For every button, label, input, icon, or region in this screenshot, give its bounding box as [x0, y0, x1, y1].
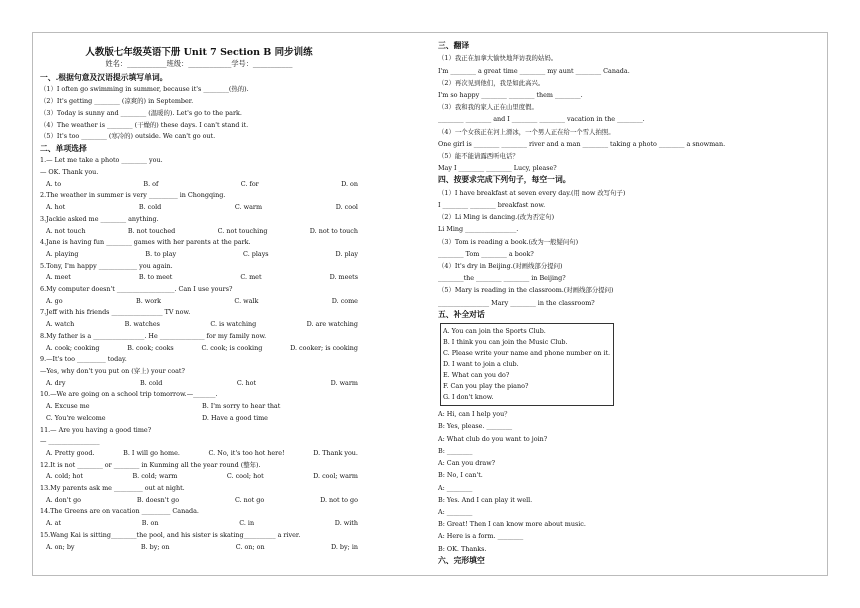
question-text: 4.Jane is having fun ________ games with her parents at the park. — [40, 238, 251, 247]
section5-heading: 五、补全对话 — [438, 309, 485, 319]
section1-heading: 一、.根据句意及汉语提示填写单词。 — [40, 73, 168, 82]
rewrite-lines — [438, 187, 808, 309]
answer-option[interactable]: B. I'm sorry to hear that — [202, 402, 281, 411]
option-line: D. I want to join a club. — [443, 360, 519, 369]
question-text: 10.—We are going on a school trip tomorrow.—_______. — [40, 390, 218, 399]
answer-option[interactable]: D. Have a good time — [202, 413, 268, 422]
answer-options — [40, 471, 358, 483]
dialogue-line: A: What club do you want to join? — [438, 434, 548, 443]
answer-option[interactable]: A. cook; cooking — [46, 343, 100, 352]
answer-option[interactable]: A. to — [46, 179, 62, 188]
answer-option[interactable]: D. meets — [329, 273, 358, 282]
answer-option[interactable]: A. playing — [46, 249, 79, 258]
answer-option[interactable]: C. in — [239, 519, 255, 528]
answer-option[interactable]: C. met — [240, 273, 262, 282]
rewrite-line: Li Ming ________________. — [438, 225, 519, 234]
dialogue-line: B: No, I can't. — [438, 471, 483, 480]
right-column — [438, 40, 808, 567]
dialogue-lines — [438, 408, 808, 554]
translation-line: （3）我和我的家人正在山里度假。 — [438, 103, 538, 112]
answer-option[interactable]: C. warm — [234, 203, 263, 212]
answer-options — [40, 542, 358, 554]
student-info-line: 姓名：___________班级：____________学号：___________ — [105, 59, 293, 68]
translation-line: ________ ________ and I ________ ________ vacation in the ________. — [438, 115, 645, 124]
option-line: C. Please write your name and phone number on it. — [443, 349, 611, 358]
answer-option[interactable]: B. cold; warm — [132, 472, 178, 481]
answer-option[interactable]: B. cook; cooks — [127, 343, 174, 352]
question-text: — ________________ — [40, 437, 100, 446]
rewrite-line: （3）Tom is reading a book.(改为一般疑问句) — [438, 237, 579, 246]
translation-line: One girl is ________ ________ river and a man ________ taking a photo ________ a snowman. — [438, 139, 726, 148]
rewrite-line: ________________ Mary ________ in the classroom? — [438, 298, 595, 307]
left-column — [40, 40, 358, 553]
dialogue-line: A: Can you draw? — [438, 459, 496, 468]
answer-option[interactable]: B. of — [143, 179, 159, 188]
dialogue-line: A: Here is a form. ________ — [438, 532, 524, 541]
question-text: 3.Jackie asked me ________ anything. — [40, 214, 159, 223]
answer-option[interactable]: A. Excuse me — [46, 402, 90, 411]
translation-line: （1）我正在加拿大愉快地拜访我的姑妈。 — [438, 54, 558, 63]
translation-line: I'm so happy ________ ________ them ________. — [438, 91, 583, 100]
answer-option[interactable]: C. cook; is cooking — [201, 343, 263, 352]
dialogue-line: B: Yes, please. ________ — [438, 422, 513, 431]
option-line: F. Can you play the piano? — [443, 382, 529, 391]
s1-item: （3）Today is sunny and ________ (温暖的). Let's go to the park. — [40, 108, 242, 117]
question-text: 5.Tony, I'm happy ____________ you again. — [40, 261, 173, 270]
answer-option[interactable]: D. Thank you. — [313, 448, 358, 457]
question-text: 8.My father is a ________________. He ______________ for my family now. — [40, 331, 267, 340]
section2-heading: 二、单项选择 — [40, 143, 87, 153]
answer-option[interactable]: B. work — [136, 296, 162, 305]
answer-options — [40, 296, 358, 308]
translation-line: （2）再次见到他们，我是如此高兴。 — [438, 78, 545, 87]
answer-option[interactable]: C. You're welcome — [46, 413, 106, 422]
question-text: 13.My parents ask me _________ out at night. — [40, 484, 185, 493]
answer-options — [40, 413, 358, 425]
answer-option[interactable]: A. dry — [46, 378, 66, 387]
question-text: 15.Wang Kai is sitting________the pool, and his sister is skating__________ a river. — [40, 530, 301, 539]
answer-option[interactable]: B. cold — [139, 378, 163, 387]
answer-option[interactable]: A. cold; hot — [46, 472, 83, 481]
question-text: 2.The weather in summer is very _________ in Chongqing. — [40, 191, 226, 200]
answer-options — [40, 343, 358, 355]
question-text: —Yes, why don't you put on (穿上) your coat? — [40, 366, 185, 375]
question-text: 14.The Greens are on vacation _________ Canada. — [40, 507, 199, 516]
question-text: — OK. Thank you. — [40, 168, 99, 177]
answer-option[interactable]: C. walk — [234, 296, 259, 305]
answer-options — [40, 179, 358, 191]
answer-option[interactable]: C. for — [240, 179, 259, 188]
question-text: 6.My computer doesn't __________________. Can I use yours? — [40, 285, 233, 294]
dialogue-line: B: OK. Thanks. — [438, 544, 487, 553]
answer-options — [40, 401, 358, 413]
question-text: 11.— Are you having a good time? — [40, 425, 152, 434]
answer-option[interactable]: C. plays — [243, 249, 269, 258]
answer-option[interactable]: D. not to touch — [309, 226, 358, 235]
rewrite-line: （4）It's dry in Beijing.(对画线部分提问) — [438, 262, 563, 271]
section6-heading: 六、完形填空 — [438, 555, 485, 565]
question-text: 7.Jeff with his friends ________________ TV now. — [40, 308, 191, 317]
answer-options — [40, 202, 358, 214]
answer-options — [40, 448, 358, 460]
answer-option[interactable]: A. Pretty good. — [46, 448, 95, 457]
translation-line: （4）一个女孩正在河上滑冰，一个男人正在给一个雪人拍照。 — [438, 127, 615, 136]
answer-option[interactable]: C. hot — [236, 378, 257, 387]
option-line: G. I don't know. — [443, 393, 494, 402]
option-line: E. What can you do? — [443, 371, 510, 380]
answer-option[interactable]: A. go — [46, 296, 63, 305]
answer-option[interactable]: D. by; in — [330, 542, 358, 551]
answer-option[interactable]: A. watch — [46, 320, 75, 329]
answer-option[interactable]: D. come — [331, 296, 358, 305]
dialogue-line: A: Hi, can I help you？ — [438, 410, 511, 419]
section4-heading: 四、按要求完成下列句子，每空一词。 — [438, 175, 571, 185]
s1-item: （1）I often go swimming in summer, because it's ________(热的). — [40, 85, 249, 94]
rewrite-line: I ________ ________ breakfast now. — [438, 201, 546, 210]
answer-option[interactable]: C. not touching — [217, 226, 268, 235]
answer-option[interactable]: D. on — [341, 179, 358, 188]
answer-option[interactable]: C. on; on — [235, 542, 265, 551]
worksheet-title: 人教版七年级英语下册 Unit 7 Section B 同步训练 — [85, 47, 313, 58]
question-text: 1.— Let me take a photo ________ you. — [40, 156, 163, 165]
translation-line: I'm ________ a great time ________ my aunt ________ Canada. — [438, 66, 630, 75]
answer-options — [40, 272, 358, 284]
s1-item: （4）The weather is ________ (干燥的) these days. I can't stand it. — [40, 120, 249, 129]
answer-option[interactable]: D. are watching — [306, 320, 358, 329]
answer-option[interactable]: D. play — [335, 249, 358, 258]
answer-option[interactable]: B. watches — [124, 320, 160, 329]
answer-option[interactable]: D. cooker; is cooking — [290, 343, 358, 352]
section1-items — [40, 84, 358, 143]
dialogue-line: B: ________ — [438, 446, 473, 455]
option-line: A. You can join the Sports Club. — [443, 327, 546, 336]
options-box — [440, 323, 614, 406]
answer-options — [40, 249, 358, 261]
rewrite-line: ________the ________ ________ in Beijing? — [438, 274, 566, 283]
answer-option[interactable]: A. not touch — [46, 226, 86, 235]
answer-options — [40, 226, 358, 238]
answer-option[interactable]: B. to meet — [138, 273, 173, 282]
answer-option[interactable]: D. not to go — [320, 495, 358, 504]
question-text: 12.It is not ________ or ________ in Kunming all the year round (整年). — [40, 460, 261, 469]
answer-option[interactable]: B. on — [141, 519, 159, 528]
dialogue-line: B: Yes. And I can play it well. — [438, 495, 533, 504]
rewrite-line: ________ Tom ________ a book? — [438, 249, 534, 258]
answer-option[interactable]: B. cold — [138, 203, 162, 212]
dialogue-line: A: ________ — [438, 483, 473, 492]
dialogue-line: B: Great! Then I can know more about music. — [438, 520, 586, 529]
answer-option[interactable]: C. No, it's too hot here! — [208, 448, 285, 457]
answer-option[interactable]: D. with — [334, 519, 358, 528]
rewrite-line: （1）I have breakfast at seven every day.(用 now 改写句子) — [438, 188, 626, 197]
rewrite-line: （5）Mary is reading in the classroom.(对画线部分提问) — [438, 286, 614, 295]
answer-option[interactable]: B. I will go home. — [123, 448, 180, 457]
answer-option[interactable]: A. don't go — [46, 495, 82, 504]
answer-option[interactable]: B. not touched — [127, 226, 176, 235]
answer-option[interactable]: C. not go — [234, 495, 265, 504]
answer-option[interactable]: A. meet — [46, 273, 71, 282]
rewrite-line: （2）Li Ming is dancing.(改为否定句) — [438, 213, 555, 222]
answer-options — [40, 319, 358, 331]
answer-option[interactable]: B. by; on — [140, 542, 170, 551]
answer-option[interactable]: C. cool; hot — [226, 472, 264, 481]
answer-option[interactable]: A. hot — [46, 203, 66, 212]
multiple-choice-list — [40, 155, 358, 553]
question-text: 9.—It's too _________ today. — [40, 355, 127, 364]
s1-item: （2）It's getting ________ (凉爽的) in September. — [40, 97, 194, 106]
translation-line: May I ________ ________ Lucy, please? — [438, 164, 557, 173]
answer-option[interactable]: A. at — [46, 519, 62, 528]
dialogue-line: A: ________ — [438, 507, 473, 516]
translation-line: （5）能不能请露西听电话？ — [438, 152, 519, 161]
answer-options — [40, 378, 358, 390]
answer-options — [40, 518, 358, 530]
answer-option[interactable]: B. doesn't go — [136, 495, 180, 504]
s1-item: （5）It's too ________ (寒冷的) outside. We can't go out. — [40, 132, 216, 141]
answer-option[interactable]: D. cool — [335, 203, 358, 212]
answer-option[interactable]: D. cool; warm — [313, 472, 358, 481]
answer-options — [40, 495, 358, 507]
answer-option[interactable]: C. is watching — [210, 320, 257, 329]
section3-heading: 三、翻译 — [438, 41, 470, 50]
answer-option[interactable]: B. to play — [145, 249, 177, 258]
answer-option[interactable]: D. warm — [330, 378, 358, 387]
answer-option[interactable]: A. on; by — [46, 542, 75, 551]
translation-lines — [438, 52, 808, 174]
option-line: B. I think you can join the Music Club. — [443, 338, 568, 347]
